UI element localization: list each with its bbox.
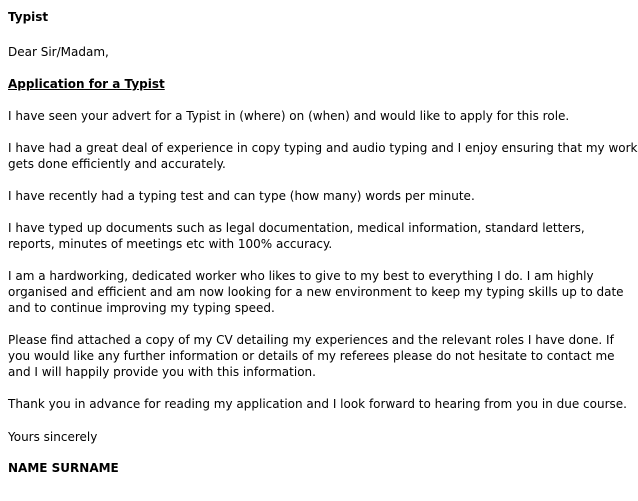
paragraph-line: I have had a great deal of experience in copy typing and audio typing and I enjoy ensuring that my work xyxy=(8,141,638,155)
paragraph-line: I have seen your advert for a Typist in (where) on (when) and would like to apply for this role. xyxy=(8,109,570,123)
paragraph-line: reports, minutes of meetings etc with 100% accuracy. xyxy=(8,237,333,251)
paragraph-line: Thank you in advance for reading my application and I look forward to hearing from you in due course. xyxy=(8,397,627,411)
paragraph-line: and I will happily provide you with this information. xyxy=(8,365,316,379)
paragraph-experience xyxy=(8,140,638,172)
paragraph-line: I am a hardworking, dedicated worker who likes to give to my best to everything I do. I am highly xyxy=(8,269,594,283)
subject-line: Application for a Typist xyxy=(8,77,165,91)
paragraph-documents xyxy=(8,220,585,252)
paragraph-line: I have typed up documents such as legal documentation, medical information, standard letters, xyxy=(8,221,585,235)
paragraph-typing-test xyxy=(8,188,475,204)
paragraph-line: and to continue improving my typing speed. xyxy=(8,301,275,315)
closing: Yours sincerely xyxy=(8,430,98,444)
paragraph-thanks xyxy=(8,396,627,412)
salutation: Dear Sir/Madam, xyxy=(8,45,109,59)
paragraph-line: I have recently had a typing test and can type (how many) words per minute. xyxy=(8,189,475,203)
paragraph-line: Please find attached a copy of my CV detailing my experiences and the relevant roles I have done. If xyxy=(8,333,614,347)
paragraph-line: organised and efficient and am now looking for a new environment to keep my typing skills up to date xyxy=(8,285,624,299)
paragraph-cv-attached xyxy=(8,332,615,380)
signature-name: NAME SURNAME xyxy=(8,461,119,475)
paragraph-line: gets done efficiently and accurately. xyxy=(8,157,226,171)
letter-title: Typist xyxy=(8,10,49,24)
paragraph-advert xyxy=(8,108,569,124)
paragraph-line: you would like any further information or details of my referees please do not hesitate to contact me xyxy=(8,349,615,363)
paragraph-personal-qualities xyxy=(8,268,624,316)
